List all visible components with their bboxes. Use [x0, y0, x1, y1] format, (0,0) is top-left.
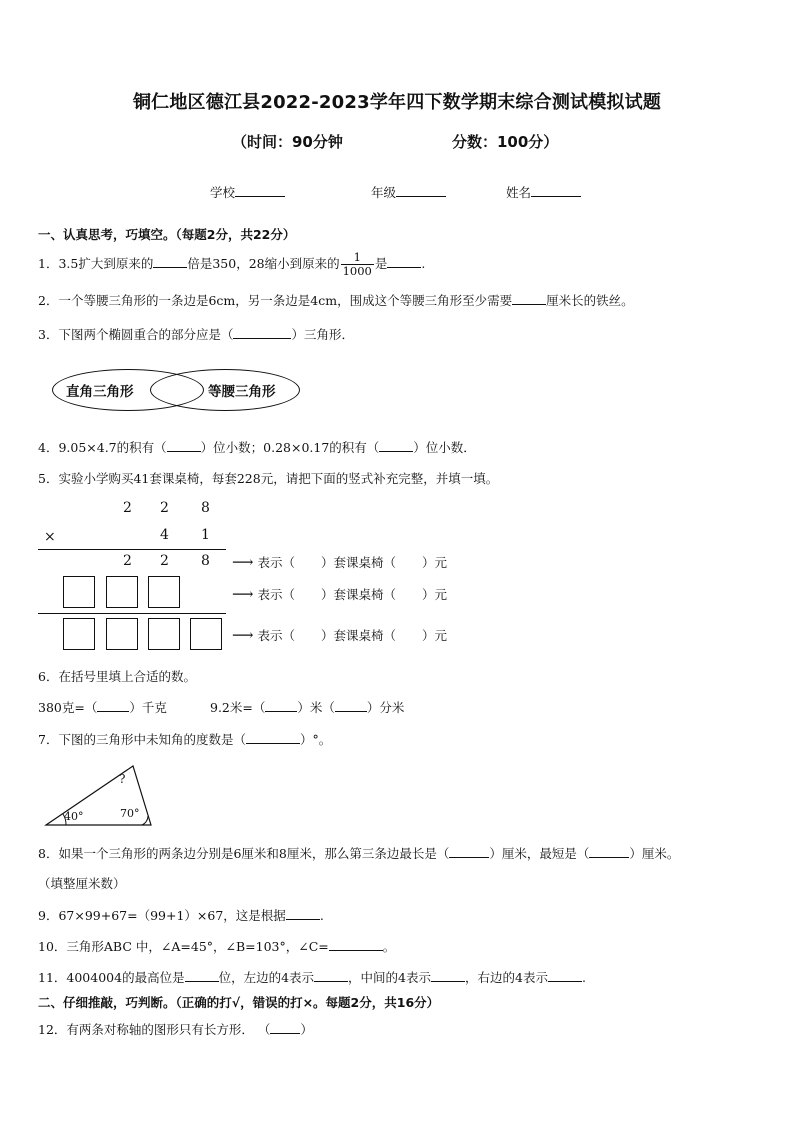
question-3	[38, 325, 354, 343]
q1-blank-1[interactable]	[153, 255, 187, 268]
fraction-denominator: 1000	[342, 264, 372, 278]
q9-text-a: 9．67×99+67=（99+1）×67，这是根据	[38, 908, 286, 923]
question-12	[38, 1020, 313, 1038]
q1-text-b: 倍是350，28缩小到原来的	[187, 256, 340, 271]
answer-box[interactable]	[106, 618, 138, 650]
question-6-mass	[38, 698, 167, 716]
q10-text-b: 。	[382, 939, 396, 954]
multiplicand-digit: 8	[201, 500, 210, 516]
q12-text-a: 12．有两条对称轴的图形只有长方形． （	[38, 1022, 271, 1037]
multiplier-digit: 1	[201, 527, 210, 543]
question-2	[38, 291, 634, 309]
q6-text-b: ）千克	[129, 700, 167, 715]
multiplicand-digit: 2	[160, 500, 169, 516]
answer-box[interactable]	[148, 618, 180, 650]
multiplier-digit: 4	[160, 527, 169, 543]
q12-text-b: ）	[300, 1022, 313, 1037]
question-11	[38, 968, 586, 986]
angle-right-label: 70°	[120, 807, 140, 820]
q10-blank[interactable]	[329, 938, 383, 951]
q4-text-a: 4．9.05×4.7的积有（	[38, 440, 167, 455]
q8-text-a: 8．如果一个三角形的两条边分别是6厘米和8厘米，那么第三条边最长是（	[38, 846, 450, 861]
q1-fraction	[341, 251, 374, 278]
angle-left-label: 40°	[64, 810, 84, 823]
q11-text-e: .	[581, 970, 586, 985]
q11-text-b: 位，左边的4表示	[218, 970, 315, 985]
q7-text-a: 7．下图的三角形中未知角的度数是（	[38, 732, 246, 747]
answer-box[interactable]	[106, 576, 138, 608]
question-6-text: 6．在括号里填上合适的数。	[38, 669, 196, 684]
question-5-text: 5．实验小学购买41套课桌椅，每套228元，请把下面的竖式补充完整，并填一填。	[38, 471, 499, 486]
note-text-c: ）元	[422, 555, 448, 570]
q6-blank-2[interactable]	[265, 699, 297, 712]
q4-blank-2[interactable]	[379, 439, 413, 452]
fraction-numerator: 1	[341, 251, 374, 265]
q6-text-e: ）分米	[366, 700, 405, 715]
school-label: 学校	[210, 185, 236, 200]
triangle-figure	[40, 760, 160, 830]
section-2-heading: 二、仔细推敲，巧判断。（正确的打√，错误的打×。每题2分，共16分）	[38, 995, 440, 1010]
calc-line-1	[38, 549, 226, 550]
grade-field[interactable]	[371, 183, 446, 201]
note-text-b: ）套课桌椅（	[321, 628, 397, 643]
unknown-angle-mark: ?	[119, 772, 126, 786]
name-blank[interactable]	[531, 184, 581, 197]
answer-box[interactable]	[148, 576, 180, 608]
note-row-3	[232, 626, 447, 644]
school-blank[interactable]	[235, 184, 285, 197]
question-10	[38, 937, 395, 955]
q6-blank-3[interactable]	[335, 699, 367, 712]
calc-line-2	[38, 613, 226, 614]
times-sign: ×	[44, 529, 56, 545]
note-row-2	[232, 585, 447, 603]
q8-blank-2[interactable]	[589, 845, 629, 858]
partial-product-digit: 2	[160, 553, 169, 569]
note-text-c: ）元	[422, 628, 448, 643]
q2-text-b: 厘米长的铁丝。	[546, 293, 634, 308]
note-text-a: 表示（	[257, 587, 296, 602]
answer-box[interactable]	[63, 618, 95, 650]
exam-time: （时间：90分钟	[232, 133, 343, 151]
question-8-note: （填整厘米数）	[38, 876, 126, 891]
answer-box[interactable]	[63, 576, 95, 608]
left-ellipse-label: 直角三角形	[66, 384, 134, 400]
note-text-a: 表示（	[257, 628, 296, 643]
q1-text-c: 是	[374, 256, 388, 271]
q8-text-c: ）厘米。	[629, 846, 680, 861]
note-text-a: 表示（	[257, 555, 296, 570]
question-8	[38, 844, 679, 862]
q11-blank-3[interactable]	[431, 969, 465, 982]
arrow-right-icon: ⟶	[232, 585, 254, 603]
right-ellipse-label: 等腰三角形	[208, 384, 276, 400]
grade-label: 年级	[371, 185, 397, 200]
name-label: 姓名	[506, 185, 532, 200]
answer-box[interactable]	[190, 618, 222, 650]
q6-text-a: 380克=（	[38, 700, 98, 715]
q1-blank-2[interactable]	[387, 255, 421, 268]
partial-product-digit: 2	[123, 553, 132, 569]
q4-text-c: ）位小数．	[413, 440, 476, 455]
q4-blank-1[interactable]	[167, 439, 201, 452]
q6-text-c: 9.2米=（	[210, 700, 266, 715]
q3-text-b: ）三角形．	[291, 327, 354, 342]
page-title: 铜仁地区德江县2022-2023学年四下数学期末综合测试模拟试题	[132, 92, 662, 113]
q2-text-a: 2．一个等腰三角形的一条边是6cm，另一条边是4cm，围成这个等腰三角形至少需要	[38, 293, 513, 308]
q4-text-b: ）位小数；0.28×0.17的积有（	[200, 440, 380, 455]
arrow-right-icon: ⟶	[232, 626, 254, 644]
question-9	[38, 906, 324, 924]
q8-text-b: ）厘米，最短是（	[489, 846, 590, 861]
question-4	[38, 438, 476, 456]
exam-score: 分数：100分）	[452, 133, 559, 151]
note-text-b: ）套课桌椅（	[321, 555, 397, 570]
q2-blank[interactable]	[512, 292, 546, 305]
q6-blank-1[interactable]	[97, 699, 129, 712]
name-field[interactable]	[506, 183, 581, 201]
section-1-heading: 一、认真思考，巧填空。（每题2分，共22分）	[38, 227, 296, 242]
q3-text-a: 3．下图两个椭圆重合的部分应是（	[38, 327, 234, 342]
q11-blank-1[interactable]	[185, 969, 219, 982]
school-field[interactable]	[210, 183, 285, 201]
q11-text-d: ，右边的4表示	[465, 970, 548, 985]
q6-text-d: ）米（	[297, 700, 335, 715]
multiplicand-digit: 2	[123, 500, 132, 516]
note-text-c: ）元	[422, 587, 448, 602]
grade-blank[interactable]	[396, 184, 446, 197]
partial-product-digit: 8	[201, 553, 210, 569]
q12-blank[interactable]	[270, 1021, 300, 1034]
q9-text-b: .	[319, 908, 324, 923]
q7-text-b: ）°。	[299, 732, 332, 747]
q7-blank[interactable]	[246, 731, 300, 744]
q10-text-a: 10．三角形ABC 中，∠A=45°，∠B=103°，∠C=	[38, 939, 329, 954]
question-7	[38, 730, 331, 748]
question-6-length	[210, 698, 404, 716]
question-1	[38, 250, 425, 278]
q11-blank-4[interactable]	[548, 969, 582, 982]
q3-blank[interactable]	[233, 326, 291, 339]
q1-text-d: .	[421, 256, 426, 271]
q11-text-a: 11．4004004的最高位是	[38, 970, 185, 985]
q8-blank-1[interactable]	[449, 845, 489, 858]
q11-text-c: ，中间的4表示	[348, 970, 432, 985]
arrow-right-icon: ⟶	[232, 553, 254, 571]
note-row-1	[232, 553, 447, 571]
q11-blank-2[interactable]	[314, 969, 348, 982]
note-text-b: ）套课桌椅（	[321, 587, 397, 602]
q9-blank[interactable]	[286, 907, 320, 920]
q1-text-a: 1．3.5扩大到原来的	[38, 256, 154, 271]
angle-arc-right	[142, 816, 148, 825]
